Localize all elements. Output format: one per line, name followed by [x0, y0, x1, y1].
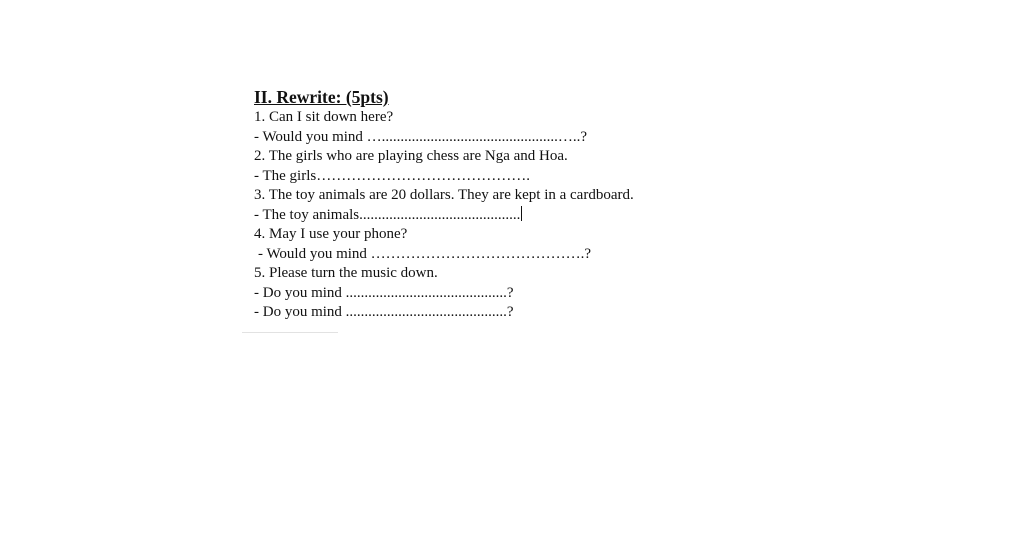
question-1	[254, 108, 774, 128]
answer-2-text: - The girls…………………………………….	[254, 167, 530, 184]
answer-5b-text: - Do you mind ...........................................?	[254, 304, 514, 320]
question-1-text: 1. Can I sit down here?	[254, 109, 394, 125]
answer-5a-text: - Do you mind ...........................................?	[254, 284, 514, 301]
answer-5a-prompt	[254, 284, 774, 304]
section-heading: II. Rewrite: (5pts)	[254, 87, 389, 107]
answer-4-prompt	[254, 245, 774, 265]
answer-1-prompt	[254, 128, 774, 148]
question-2-text: 2. The girls who are playing chess are Nga and Hoa.	[254, 148, 568, 164]
footnote-separator	[242, 332, 338, 333]
answer-3-text: - The toy animals...........................................	[254, 206, 521, 223]
question-5-text: 5. Please turn the music down.	[254, 265, 438, 281]
text-cursor	[521, 206, 522, 221]
question-4	[254, 225, 774, 245]
answer-2-prompt	[254, 167, 774, 187]
question-3	[254, 186, 774, 206]
answer-4-text: - Would you mind …………………………………….?	[258, 245, 592, 262]
question-5	[254, 264, 774, 284]
answer-1-text: - Would you mind …...............................................…..?	[254, 128, 588, 145]
question-3-text: 3. The toy animals are 20 dollars. They are kept in a cardboard.	[254, 187, 634, 203]
answer-3-prompt[interactable]	[254, 206, 774, 226]
question-2	[254, 147, 774, 167]
answer-5b-prompt	[254, 303, 774, 323]
rewrite-exercise	[254, 86, 774, 323]
question-4-text: 4. May I use your phone?	[254, 226, 408, 242]
